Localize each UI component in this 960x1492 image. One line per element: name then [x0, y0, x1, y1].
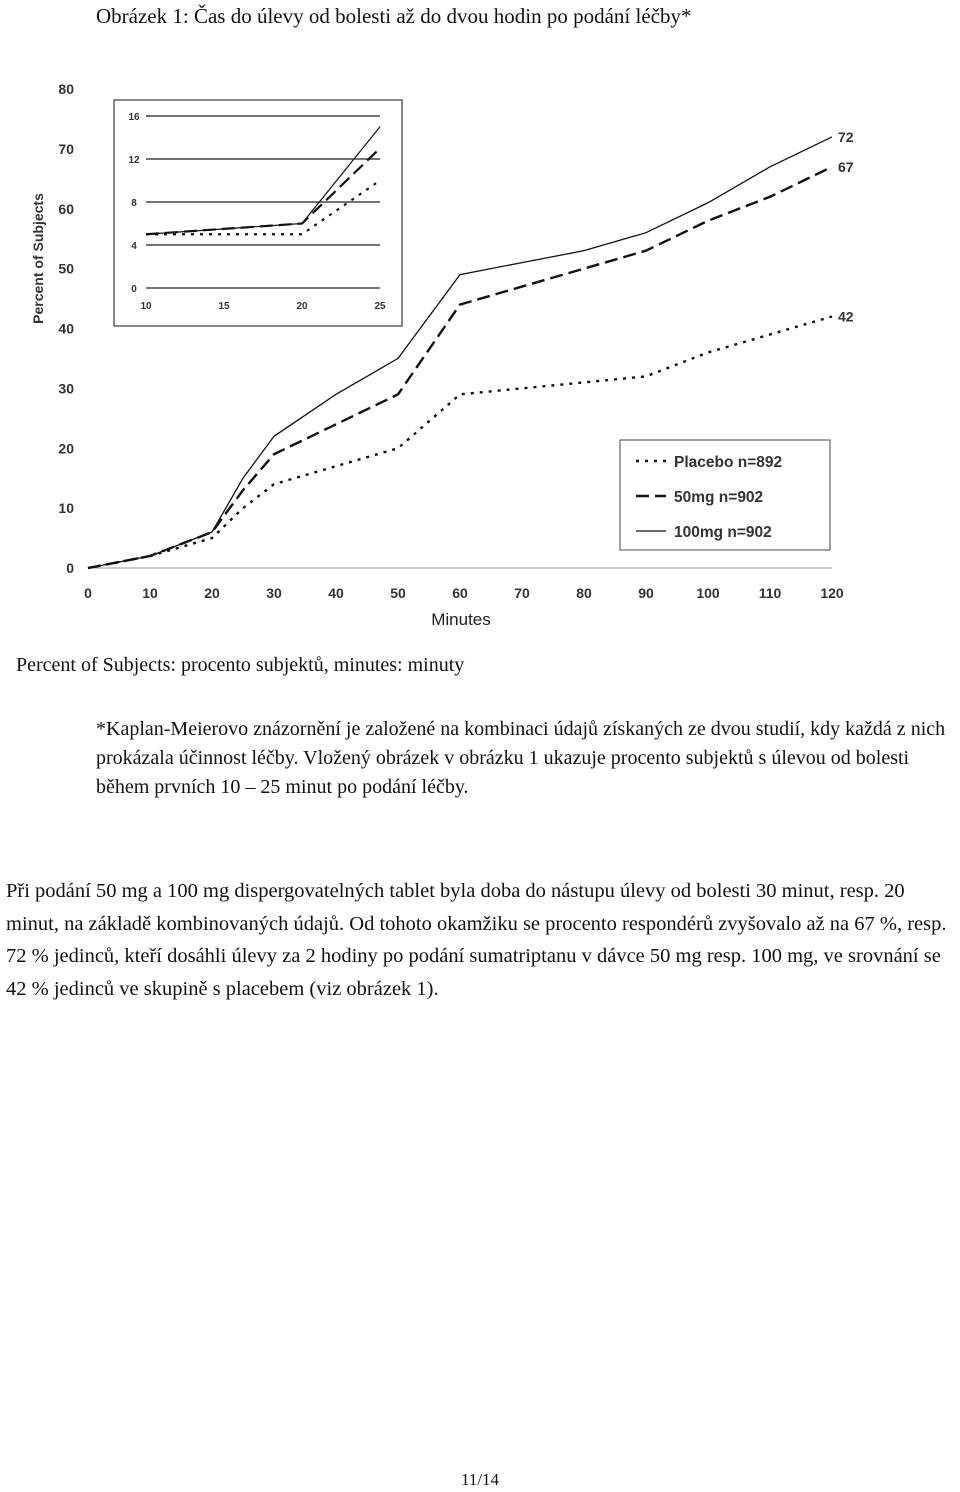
legend-label: 100mg n=902	[674, 524, 772, 541]
x-tick-label: 50	[390, 585, 406, 601]
x-axis-title: Minutes	[431, 610, 491, 629]
page-number: 11/14	[460, 1470, 500, 1489]
x-tick-label: 80	[576, 585, 592, 601]
end-value-label: 72	[838, 128, 854, 145]
y-tick-label: 10	[58, 500, 74, 517]
legend-label: 50mg n=902	[674, 489, 764, 506]
y-tick-label: 70	[58, 140, 74, 157]
y-tick-label: 0	[66, 560, 74, 576]
inset-x-tick-label: 15	[218, 301, 230, 312]
chart-legend	[620, 440, 830, 550]
figure-caption: Percent of Subjects: procento subjektů, minutes: minuty	[16, 654, 465, 676]
x-tick-label: 60	[452, 585, 468, 601]
x-tick-label: 0	[84, 585, 92, 601]
y-axis-title: Percent of Subjects	[30, 193, 46, 324]
inset-x-tick-label: 20	[296, 301, 308, 312]
inset-y-tick-label: 16	[128, 112, 140, 123]
y-tick-label: 50	[58, 260, 74, 277]
x-tick-label: 70	[514, 585, 530, 601]
y-tick-label: 40	[58, 320, 74, 337]
x-tick-label: 110	[758, 585, 782, 601]
x-tick-label: 40	[328, 585, 344, 601]
x-tick-label: 20	[204, 585, 220, 601]
x-tick-label: 30	[266, 585, 282, 601]
y-tick-label: 20	[58, 440, 74, 457]
y-tick-label: 30	[58, 380, 74, 397]
inset-y-tick-label: 12	[128, 155, 140, 166]
inset-y-tick-label: 0	[131, 284, 137, 295]
inset-x-tick-label: 10	[140, 301, 152, 312]
footnote-part-2: Vložený obrázek v obrázku 1 ukazuje procento subjektů s úlevou od bolesti během prvních 10 – 25 minut po podání léčby.	[96, 747, 910, 798]
end-value-label: 67	[838, 158, 854, 175]
legend-label: Placebo n=892	[674, 454, 783, 471]
inset-x-tick-label: 25	[374, 301, 386, 312]
inset-y-tick-label: 8	[131, 198, 137, 209]
x-tick-label: 10	[142, 585, 158, 601]
x-tick-label: 100	[696, 585, 720, 601]
figure-title: Obrázek 1: Čas do úlevy od bolesti až do dvou hodin po podání léčby*	[96, 4, 692, 28]
y-tick-label: 80	[58, 81, 74, 97]
end-value-label: 42	[838, 308, 854, 325]
body-paragraph: Při podání 50 mg a 100 mg dispergovatelných tablet byla doba do nástupu úlevy od bolesti 30 minut, resp. 20 minut, na základě kombinovaných údajů. Od tohoto okamžiku se procento respondérů zvyšovalo až na 67 %, resp. 72 % jedinců, kteří dosáhli úlevy za 2 hodiny po podání sumatriptanu v dávce 50 mg resp. 100 mg, ve srovnání se 42 % jedinců ve skupině s placebem (viz obrázek 1).	[6, 880, 947, 1000]
x-tick-label: 120	[820, 585, 844, 601]
y-tick-label: 60	[58, 200, 74, 217]
figure-footnote	[96, 715, 956, 802]
inset-plot	[114, 100, 402, 326]
relief-time-chart	[0, 70, 960, 645]
inset-y-tick-label: 4	[131, 241, 137, 252]
inset-frame	[114, 100, 402, 326]
footnote-part-1: *Kaplan-Meierovo znázornění je založené na kombinaci údajů získaných ze dvou studií, kdy každá z nich prokázala účinnost léčby.	[96, 718, 946, 769]
x-tick-label: 90	[638, 585, 654, 601]
